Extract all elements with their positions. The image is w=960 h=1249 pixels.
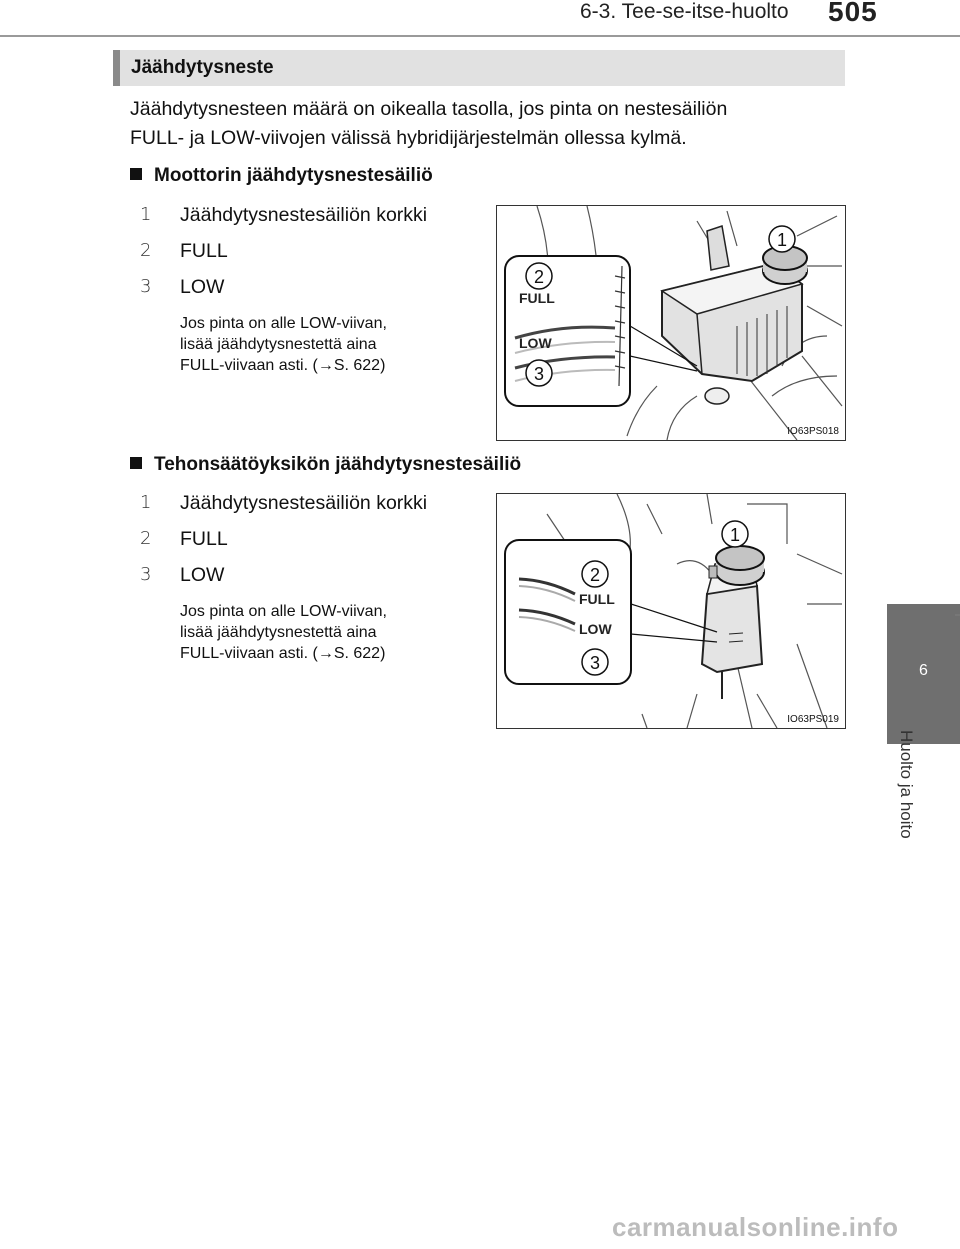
running-header-section: 6-3. Tee-se-itse-huolto: [580, 0, 789, 23]
item-label: LOW: [180, 564, 225, 586]
callout-number: 1: [776, 230, 788, 250]
note-line: lisää jäähdytysnestettä aina: [180, 624, 377, 641]
engine-reservoir-illustration: [497, 206, 845, 440]
figure-code: IO63PS018: [787, 426, 839, 437]
subsection-heading-engine: [130, 165, 433, 187]
item-label: Jäähdytysnestesäiliön korkki: [180, 204, 428, 226]
section-heading-accent: [113, 50, 120, 86]
item-label: LOW: [180, 276, 225, 298]
subsection-title: Tehonsäätöyksikön jäähdytysnestesäiliö: [154, 454, 522, 475]
full-mark-text: FULL: [519, 290, 555, 306]
callout-number: 3: [533, 364, 545, 384]
inverter-coolant-reservoir-figure: [496, 493, 846, 729]
item-number: 2: [140, 528, 152, 549]
subsection-heading-inverter: [130, 454, 521, 476]
chapter-title: Huolto ja hoito: [897, 730, 916, 839]
note-line: Jos pinta on alle LOW-viivan,: [180, 315, 387, 332]
subsection-title: Moottorin jäähdytysnestesäiliö: [154, 165, 433, 186]
chapter-title-vertical: [896, 730, 920, 860]
item-number: 1: [140, 204, 152, 225]
callout-number: 1: [729, 525, 741, 545]
full-mark-text: FULL: [579, 591, 615, 607]
header-rule: [0, 35, 960, 37]
callout-number: 3: [589, 653, 601, 673]
engine-coolant-reservoir-figure: [496, 205, 846, 441]
item-number: 1: [140, 492, 152, 513]
callout-number: 2: [533, 267, 545, 287]
inverter-reservoir-illustration: [497, 494, 845, 728]
note-line: FULL-viivaan asti. (→S. 622): [180, 645, 386, 662]
intro-line-1: Jäähdytysnesteen määrä on oikealla tasolla, jos pinta on nestesäiliön: [130, 98, 728, 120]
tab-tick: [955, 614, 960, 616]
note-line: Jos pinta on alle LOW-viivan,: [180, 603, 387, 620]
figure-code: IO63PS019: [787, 714, 839, 725]
note-line: FULL-viivaan asti. (→S. 622): [180, 357, 386, 374]
section-title: Jäähdytysneste: [131, 57, 274, 78]
item-label: Jäähdytysnestesäiliön korkki: [180, 492, 428, 514]
item-number: 3: [140, 276, 152, 297]
square-bullet-icon: [130, 457, 142, 469]
chapter-number: 6: [919, 662, 928, 679]
chapter-tab: [887, 604, 960, 744]
note-text: [180, 601, 462, 664]
intro-paragraph: [130, 95, 850, 153]
watermark-text: carmanualsonline.info: [612, 1212, 899, 1242]
item-label: FULL: [180, 528, 228, 550]
note-text: [180, 313, 462, 376]
item-number: 2: [140, 240, 152, 261]
item-label: FULL: [180, 240, 228, 262]
low-mark-text: LOW: [519, 335, 552, 351]
note-line: lisää jäähdytysnestettä aina: [180, 336, 377, 353]
callout-number: 2: [589, 565, 601, 585]
section-heading-bar: [113, 50, 845, 86]
page-number: 505: [828, 0, 878, 27]
square-bullet-icon: [130, 168, 142, 180]
item-number: 3: [140, 564, 152, 585]
intro-line-2: FULL- ja LOW-viivojen välissä hybridijärjestelmän ollessa kylmä.: [130, 127, 687, 149]
low-mark-text: LOW: [579, 621, 612, 637]
